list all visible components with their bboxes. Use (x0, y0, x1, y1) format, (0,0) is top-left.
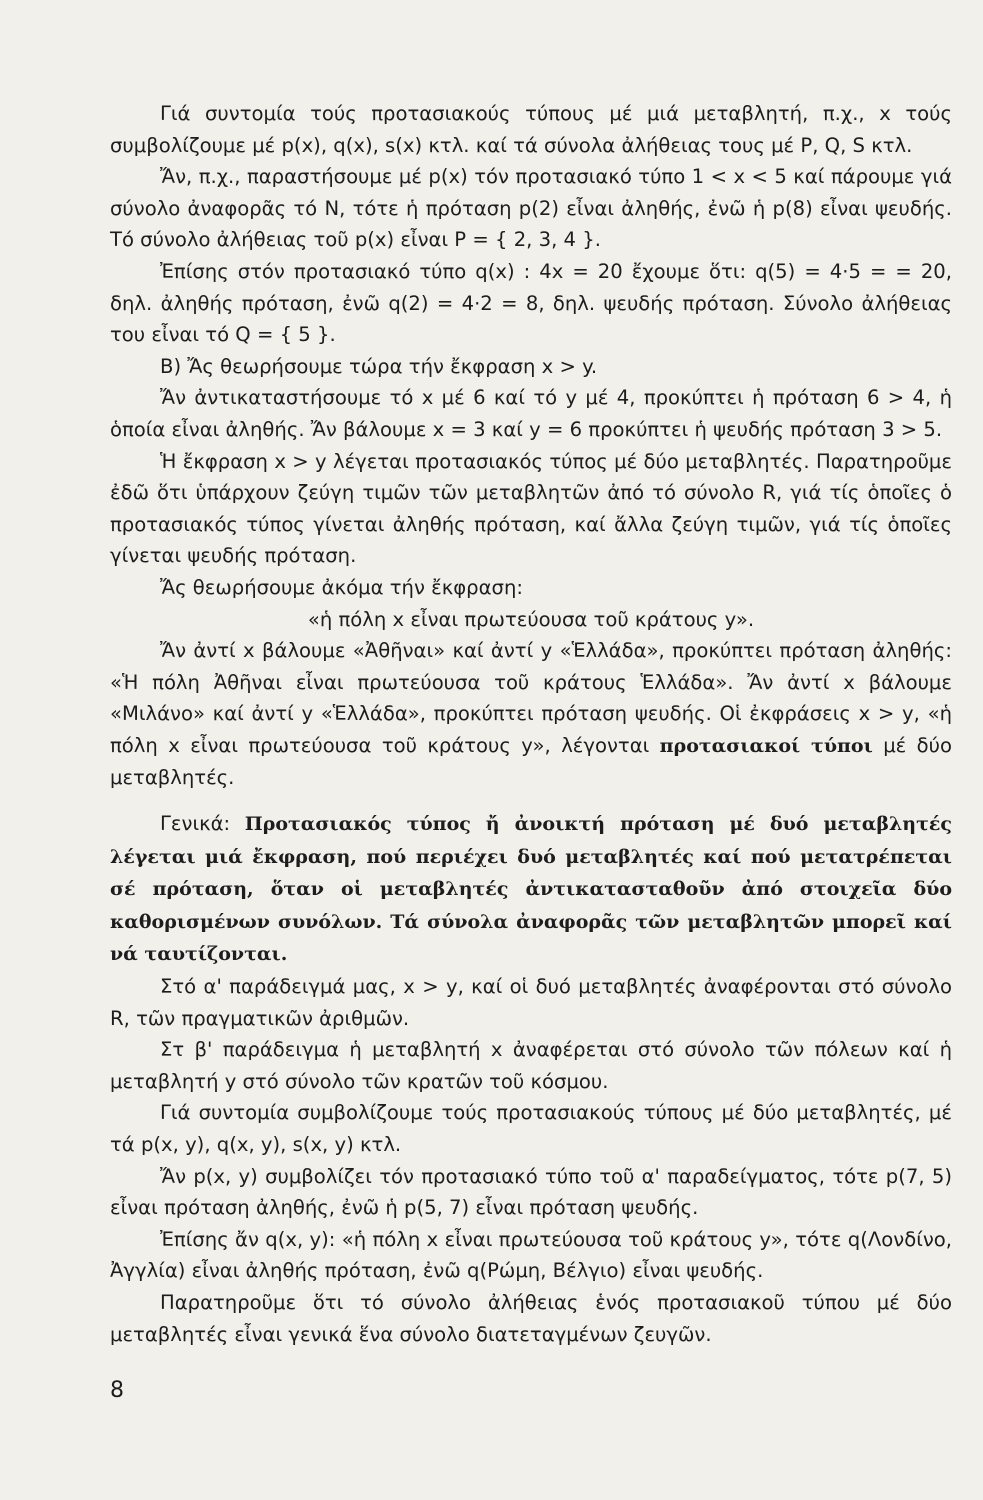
paragraph-11: Στό α' παράδειγμά μας, x > y, καί οἱ δυό μεταβλητές ἀναφέρονται στό σύνολο R, τῶν πραγματικῶν ἀριθμῶν. (110, 975, 952, 1030)
paragraph-12: Στ β' παράδειγμα ἡ μεταβλητή x ἀναφέρεται στό σύνολο τῶν πόλεων καί ἡ μεταβλητή y στό σύνολο τῶν κρατῶν τοῦ κόσμου. (110, 1038, 952, 1093)
spacer (110, 794, 952, 808)
definition-text: Προτασιακός τύπος ἤ ἀνοικτή πρόταση μέ δυό μεταβλητές λέγεται μιά ἔκφραση, πού περιέχει δυό μεταβλητές καί πού μετατρέπεται σέ πρόταση, ὅταν οἱ μεταβλητές ἀντικατασταθοῦν ἀπό στοιχεῖα δύο καθορισμένων συνόλων. Τά σύνολα ἀναφορᾶς τῶν μεταβλητῶν μπορεῖ καί νά ταυτίζονται. (110, 813, 952, 966)
paragraph-7: Ἄς θεωρήσουμε ἀκόμα τήν ἔκφραση: (160, 575, 523, 599)
paragraph-9-tail: μέ δύο μεταβλητές. (110, 733, 952, 790)
paragraph-6: Ἡ ἔκφραση x > y λέγεται προτασιακός τύπος μέ δύο μεταβλητές. Παρατηροῦμε ἐδῶ ὅτι ὑπάρχουν ζεύγη τιμῶν τῶν μεταβλητῶν ἀπό τό σύνολο R, γιά τίς ὁποῖες ὁ προτασιακός τύπος γίνεται ἀληθής πρόταση, καί ἄλλα ζεύγη τιμῶν, γιά τίς ὁποῖες γίνεται ψευδής πρόταση. (110, 449, 952, 568)
paragraph-1: Γιά συντομία τούς προτασιακούς τύπους μέ μιά μεταβλητή, π.χ., x τούς συμβολίζουμε μέ p(x), q(x), s(x) κτλ. καί τά σύνολα ἀλήθειας τους μέ P, Q, S κτλ. (110, 102, 952, 157)
paragraph-16: Παρατηροῦμε ὅτι τό σύνολο ἀλήθειας ἑνός προτασιακοῦ τύπου μέ δύο μεταβλητές εἶναι γενικά ἕνα σύνολο διατεταγμένων ζευγῶν. (110, 1290, 952, 1346)
paragraph-2: Ἄν, π.χ., παραστήσουμε μέ p(x) τόν προτασιακό τύπο 1 < x < 5 καί πάρουμε γιά σύνολο ἀναφορᾶς τό N, τότε ἡ πρόταση p(2) εἶναι ἀληθής, ἐνῶ ἡ p(8) εἶναι ψευδής. Τό σύνολο ἀλήθειας τοῦ p(x) εἶναι P = { 2, 3, 4 }. (110, 165, 952, 252)
paragraph-13: Γιά συντομία συμβολίζουμε τούς προτασιακούς τύπους μέ δύο μεταβλητές, μέ τά p(x, y), q(x, y), s(x, y) κτλ. (110, 1101, 952, 1156)
definition-lead: Γενικά: (160, 812, 245, 836)
paragraph-5: Ἄν ἀντικαταστήσουμε τό x μέ 6 καί τό y μέ 4, προκύπτει ἡ πρόταση 6 > 4, ἡ ὁποία εἶναι ἀληθής. Ἄν βάλουμε x = 3 καί y = 6 προκύπτει ἡ ψευδής πρόταση 3 > 5. (110, 386, 952, 441)
paragraph-9-text: Ἄν ἀντί x βάλουμε «Ἀθῆναι» καί ἀντί y «Ἑλλάδα», προκύπτει πρόταση ἀληθής: «Ἡ πόλη Ἀθῆναι εἶναι πρωτεύουσα τοῦ κράτους Ἑλλάδα». Ἄν ἀντί x βάλουμε «Μιλάνο» καί ἀντί y «Ἑλλάδα», προκύπτει πρόταση ψευδής. Οἱ ἐκφράσεις x > y, «ἡ πόλη x εἶναι πρωτεύουσα τοῦ κράτους y», λέγονται (110, 639, 952, 757)
definition-paragraph (110, 808, 952, 971)
paragraph-3: Ἐπίσης στόν προτασιακό τύπο q(x) : 4x = 20 ἔχουμε ὅτι: q(5) = 4·5 = = 20, δηλ. ἀληθής πρόταση, ἐνῶ q(2) = 4·2 = 8, δηλ. ψευδής πρόταση. Σύνολο ἀλήθειας του εἶναι τό Q = { 5 }. (110, 259, 952, 347)
paragraph-9-bold: προτασιακοί τύποι (659, 734, 873, 757)
paragraph-14: Ἄν p(x, y) συμβολίζει τόν προτασιακό τύπο τοῦ α' παραδείγματος, τότε p(7, 5) εἶναι πρόταση ἀληθής, ἐνῶ ἡ p(5, 7) εἶναι πρόταση ψευδής. (110, 1164, 952, 1220)
paragraph-9 (110, 635, 952, 794)
quoted-expression: «ἡ πόλη x εἶναι πρωτεύουσα τοῦ κράτους y». (307, 607, 755, 631)
paragraph-15: Ἐπίσης ἄν q(x, y): «ἡ πόλη x εἶναι πρωτεύουσα τοῦ κράτους y», τότε q(Λονδίνο, Ἀγγλία) εἶναι ἀληθής πρόταση, ἐνῶ q(Ρώμη, Βέλγιο) εἶναι ψευδής. (110, 1227, 952, 1283)
paragraph-4: B) Ἄς θεωρήσουμε τώρα τήν ἔκφραση x > y. (160, 354, 598, 378)
text-column (110, 98, 952, 1350)
page-number: 8 (110, 1378, 124, 1403)
